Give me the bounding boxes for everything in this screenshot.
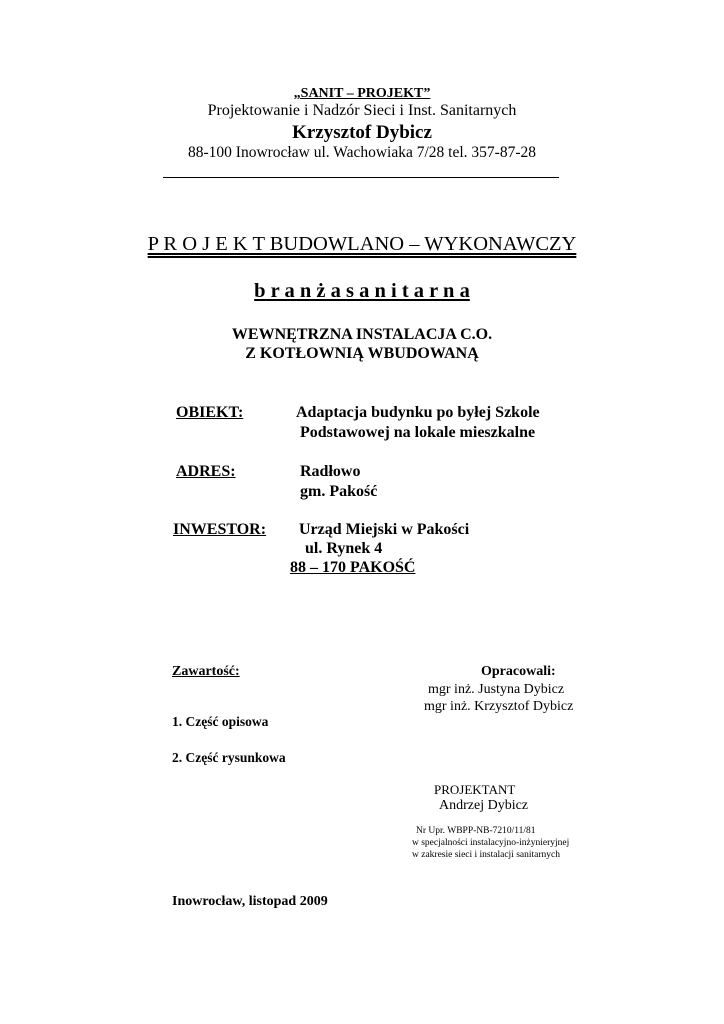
- project-branch: b r a n ż a s a n i t a r n a: [254, 280, 470, 302]
- project-title: P R O J E K T BUDOWLANO – WYKONAWCZY: [147, 233, 577, 255]
- object-line1: Adaptacja budynku po byłej Szkole: [296, 404, 540, 421]
- designer-license: Nr Upr. WBPP-NB-7210/11/81: [416, 826, 536, 836]
- project-subject-line1: WEWNĘTRZNA INSTALACJA C.O.: [231, 326, 493, 343]
- authors-label: Opracowali:: [481, 664, 556, 679]
- investor-label: INWESTOR:: [173, 521, 267, 538]
- investor-line3: 88 – 170 PAKOŚĆ: [290, 559, 416, 576]
- designer-specialty: w specjalności instalacyjno-inżynieryjnej: [412, 838, 570, 848]
- address-line1: Radłowo: [300, 463, 361, 480]
- object-line2: Podstawowej na lokale mieszkalne: [300, 424, 536, 441]
- company-name: „SANIT – PROJEKT”: [293, 86, 431, 101]
- company-owner: Krzysztof Dybicz: [292, 122, 432, 143]
- header-divider: [163, 177, 559, 178]
- investor-line1: Urząd Miejski w Pakości: [299, 521, 470, 538]
- designer-role: PROJEKTANT: [434, 782, 516, 797]
- address-line2: gm. Pakość: [300, 483, 378, 500]
- author-2: mgr inż. Krzysztof Dybicz: [424, 699, 574, 714]
- place-date: Inowrocław, listopad 2009: [172, 894, 328, 909]
- designer-name: Andrzej Dybicz: [439, 798, 529, 813]
- contents-label: Zawartość:: [172, 664, 240, 679]
- object-label: OBIEKT:: [176, 404, 244, 421]
- contents-item-2: 2. Część rysunkowa: [172, 750, 286, 765]
- contents-item-1: 1. Część opisowa: [172, 714, 269, 729]
- designer-scope: w zakresie sieci i instalacji sanitarnych: [412, 850, 560, 860]
- author-1: mgr inż. Justyna Dybicz: [428, 682, 565, 697]
- company-activity: Projektowanie i Nadzór Sieci i Inst. Sanitarnych: [207, 102, 517, 119]
- project-subject-line2: Z KOTŁOWNIĄ WBUDOWANĄ: [245, 345, 479, 362]
- company-address: 88-100 Inowrocław ul. Wachowiaka 7/28 tel. 357-87-28: [188, 144, 536, 161]
- address-label: ADRES:: [176, 463, 236, 480]
- investor-line2: ul. Rynek 4: [305, 540, 383, 557]
